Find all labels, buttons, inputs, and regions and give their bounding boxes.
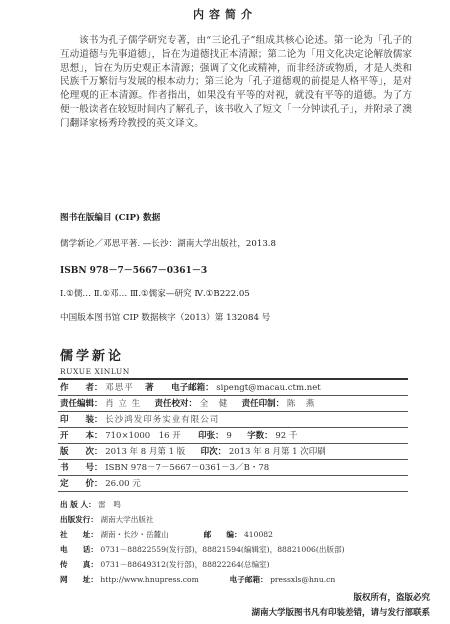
- cip-classification: Ⅰ.①儒… Ⅱ.①邓… Ⅲ.①儒家—研究 Ⅳ.①B222.05: [60, 289, 250, 299]
- price-value: 26.00 元: [105, 479, 141, 489]
- intro-body: [60, 34, 412, 131]
- row-divider: [58, 491, 408, 492]
- edition-row: [60, 446, 326, 458]
- sheets-label: 印张：: [198, 431, 224, 441]
- intro-heading: 内容简介: [193, 8, 257, 21]
- row-divider: [58, 395, 408, 396]
- zip-value: 410082: [243, 530, 273, 539]
- print-manager-label: 责任印制：: [241, 399, 285, 409]
- print-manager-value: 陈 燕: [286, 399, 316, 409]
- editor-label: 责任编辑：: [60, 399, 103, 409]
- defect-notice: 湖南大学版图书凡有印装差错，请与发行部联系: [251, 608, 430, 618]
- author-value: 邓思平: [105, 383, 134, 393]
- words-label: 字数：: [247, 431, 273, 441]
- phone-label: 电 话：: [60, 545, 98, 554]
- email-value: sipengt@macau.ctm.net: [216, 383, 321, 393]
- book-pinyin: RUXUE XINLUN: [60, 367, 130, 376]
- distribution-value: 湖南大学出版社: [100, 515, 154, 524]
- fax-row: [60, 559, 270, 570]
- fax-label: 传 真：: [60, 560, 98, 569]
- publisher-email-label: 电子邮箱：: [229, 575, 268, 584]
- publisher-email-value: pressxls@hnu.cn: [270, 575, 336, 584]
- proof-label: 责任校对：: [154, 399, 198, 409]
- proof-value: 全 健: [199, 399, 229, 409]
- format-row: [60, 430, 297, 442]
- printing-value: 2013 年 8 月第 1 次印刷: [228, 447, 326, 457]
- row-divider: [58, 443, 408, 444]
- format-value: 710×1000 16 开: [105, 431, 181, 441]
- publisher-person-row: [60, 499, 121, 510]
- cip-isbn: ISBN 978－7－5667－0361－3: [60, 266, 208, 276]
- address-row: [60, 529, 273, 540]
- edition-value: 2013 年 8 月第 1 版: [105, 447, 186, 457]
- sheets-value: 9: [226, 431, 232, 441]
- price-row: [60, 478, 141, 490]
- book-number-label: 书 号：: [60, 463, 103, 473]
- address-label: 社 址：: [60, 530, 98, 539]
- distribution-label: 出版发行：: [60, 515, 98, 524]
- zip-label: 邮 编：: [203, 530, 242, 539]
- author-suffix: 著: [145, 383, 154, 393]
- book-number-value: ISBN 978－7－5667－0361－3／B・78: [105, 463, 270, 473]
- title-rule: [58, 378, 408, 380]
- phone-value: 0731－88822559(发行部)，88821594(编辑室)，88821006(出版部): [100, 545, 345, 554]
- publisher-person-value: 雷 鸣: [98, 500, 121, 509]
- cip-title-line: 儒学新论／邓思平著. —长沙：湖南大学出版社，2013.8: [60, 239, 277, 249]
- website-value: http://www.hnupress.com: [100, 575, 199, 584]
- author-row: [60, 382, 321, 394]
- distribution-row: [60, 514, 154, 525]
- intro-paragraph: 该书为孔子儒学研究专著，由“三论孔子”组成其核心论述。第一论为「孔子的互动道德与先事道德」，旨在为道德找正本清源；第二论为「用文化决定论解放儒家思想」，旨在为历史观正本清源；强调了文化或精神，而非经济或物质，才是人类和民族千万繁衍与发展的根本动力；第三论为「孔子道德观的前提是人格平等」，是对伦理观的正本清源。作者指出，如果没有平等的对视，就没有平等的道德。为了方便一般读者在较短时间内了解孔子，该书收入了短文「一分钟读孔子」，并附录了澳门翻译家杨秀玲教授的英文译文。: [60, 35, 412, 129]
- row-divider: [58, 459, 408, 460]
- words-value: 92 千: [275, 431, 298, 441]
- book-title: 儒学新论: [60, 349, 125, 364]
- address-value: 湖南・长沙・岳麓山: [100, 530, 169, 539]
- cip-record-number: 中国版本图书馆 CIP 数据核字（2013）第 132084 号: [60, 313, 271, 323]
- printer-value: 长沙鸿发印务实业有限公司: [105, 415, 220, 425]
- row-divider: [58, 475, 408, 476]
- edition-label: 版 次：: [60, 447, 103, 457]
- website-row: [60, 574, 335, 585]
- book-number-row: [60, 462, 269, 474]
- printer-label: 印 装：: [60, 415, 103, 425]
- rights-notice: 版权所有，盗版必究: [353, 593, 430, 603]
- row-divider: [58, 427, 408, 428]
- printer-row: [60, 414, 219, 426]
- responsibility-row: [60, 398, 315, 410]
- price-label: 定 价：: [60, 479, 103, 489]
- author-label: 作 者：: [60, 383, 103, 393]
- email-label: 电子邮箱：: [171, 383, 214, 393]
- website-label: 网 址：: [60, 575, 98, 584]
- format-label: 开 本：: [60, 431, 103, 441]
- editor-value: 肖 立 生: [105, 399, 142, 409]
- publisher-person-label: 出 版 人：: [60, 500, 96, 509]
- printing-label: 印次：: [200, 447, 227, 457]
- phone-row: [60, 544, 345, 555]
- fax-value: 0731－88649312(发行部)，88822264(总编室): [100, 560, 270, 569]
- row-divider: [58, 411, 408, 412]
- cip-heading: 图书在版编目 (CIP) 数据: [60, 213, 161, 223]
